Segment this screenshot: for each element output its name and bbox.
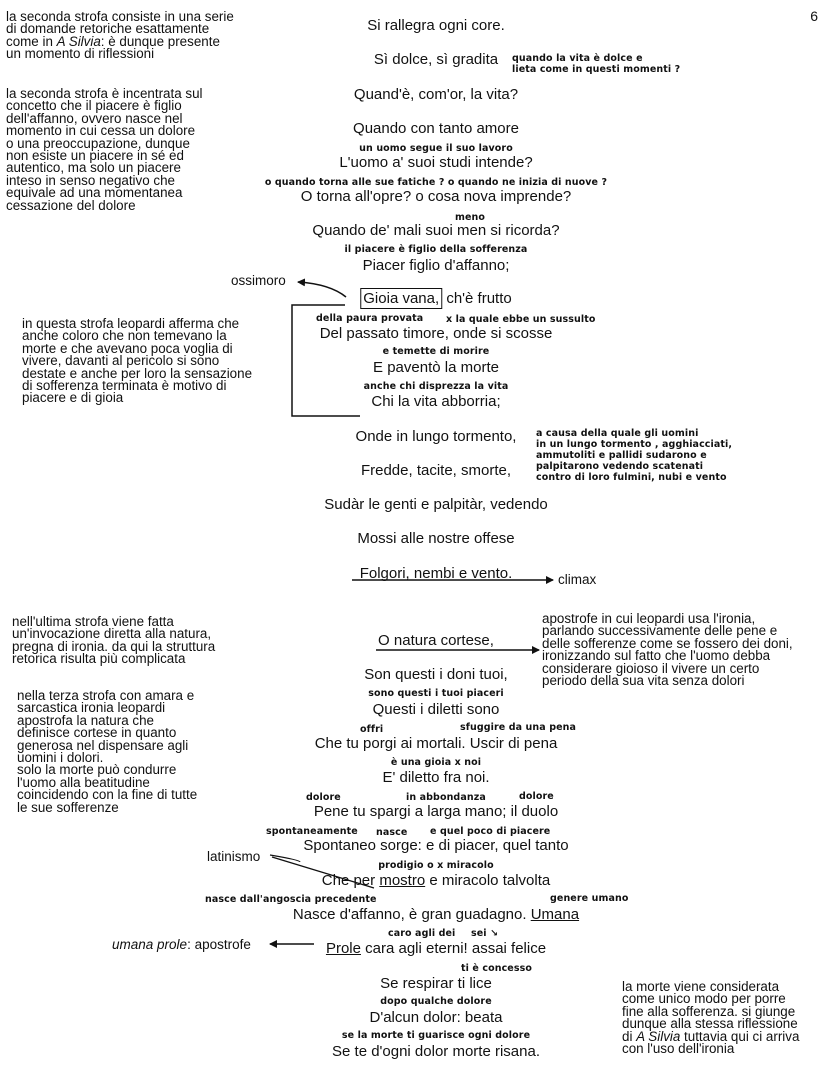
verse: Onde in lungo tormento, [355,428,517,445]
note-line: in questa strofa leopardi afferma che [22,316,240,331]
note-line: sarcastica ironia leopardi [17,700,166,716]
verse: Sudàr le genti e palpitàr, vedendo [324,496,548,513]
note-line: delle sofferenze come se fossero dei doni, [542,635,793,651]
note-line: dell'affanno, ovvero nasce nel [6,110,183,126]
note-line: la seconda strofa è incentrata sul [6,86,203,101]
handwritten-note: sfuggire da una pena [460,722,577,733]
handwritten-note: il piacere è figlio della sofferenza [344,244,528,255]
note-line: cessazione del dolore [6,197,136,213]
note-line: come in A Silvia: è dunque presente [6,33,220,49]
handwritten-note: sono questi i tuoi piaceri [368,688,504,699]
note-apostrophe-irony [542,613,793,687]
handwritten-note: è una gioia x noi [390,757,482,768]
handwritten-note: se la morte ti guarisce ogni dolore [341,1030,531,1041]
verse: Prole cara agli eterni! assai felice [325,940,547,957]
handwritten-note: e temette di morire [382,346,490,357]
note-line: nella terza strofa con amara e [17,688,195,703]
handwritten-note: dolore [519,791,554,802]
handwritten-note: quando la vita è dolce e lieta come in questi momenti ? [512,53,681,75]
note-line: periodo della sua vita senza dolori [542,673,745,689]
note-line: pregna di ironia. da qui la struttura [12,638,216,654]
verse: Folgori, nembi e vento. [359,565,513,582]
note-line: ironizzando sul fatto che l'uomo debba [542,648,771,664]
note-line: di domande retoriche esattamente [6,21,210,37]
verse: O torna all'opre? o cosa nova imprende? [300,188,572,205]
handwritten-note: caro agli dei [388,928,456,939]
verse: O natura cortese, [378,632,494,649]
handwritten-note: a causa della quale gli uomini in un lungo tormento , agghiacciati, ammutoliti e pallidi sudarono e palpitarono vedendo scatenati contro di loro fulmini, nubi e vento [536,428,733,483]
note-line: apostrofe in cui leopardi usa l'ironia, [542,611,756,626]
note-line: uomini i dolori. [17,750,104,766]
underlined-word: mostro [379,872,426,889]
underlined-word: Prole [325,940,361,957]
verse: Son questi i doni tuoi, [364,666,508,683]
note-line: solo la morte può condurre [17,762,177,778]
verse: Pene tu spargi a larga mano; il duolo [313,803,559,820]
note-death [622,981,799,1055]
note-strophe2-intro [6,11,234,61]
note-line: definisce cortese in quanto [17,725,177,741]
note-line: l'uomo alla beatitudine [17,774,150,790]
note-line: parlando successivamente delle pene e [542,623,778,639]
note-line: retorica risulta più complicata [12,651,186,667]
note-strophe2-concept [6,88,203,212]
handwritten-note: o quando torna alle sue fatiche ? o quando ne inizia di nuove ? [264,177,608,188]
note-line: piacere e di gioia [22,390,124,406]
note-line: considerare gioioso il vivere un certo [542,660,760,676]
verse: Nasce d'affanno, è gran guadagno. Umana [292,906,580,923]
handwritten-note: della paura provata [316,313,424,324]
note-line: di A Silvia tuttavia qui ci arriva [622,1028,800,1044]
verse: Chi la vita abborria; [371,393,501,410]
note-line: la morte viene considerata [622,979,780,994]
label-climax: climax [558,572,597,587]
note-line: fine alla sofferenza. si giunge [622,1003,796,1019]
note-line: con l'uso dell'ironia [622,1041,735,1057]
note-line: concetto che il piacere è figlio [6,98,182,114]
label-latinismo: latinismo [207,849,261,864]
verse: Se respirar ti lice [380,975,492,992]
note-line: dunque alla stessa riflessione [622,1016,798,1032]
note-line: destate e anche per loro la sensazione [22,365,253,381]
handwritten-note: un uomo segue il suo lavoro [359,143,513,154]
handwritten-note: genere umano [550,893,629,904]
verse: Piacer figlio d'affanno; [362,257,510,274]
verse: D'alcun dolor: beata [369,1009,503,1026]
note-line: un'invocazione diretta alla natura, [12,626,212,642]
verse: Si rallegra ogni core. [367,17,505,34]
ossimoro-arrow [298,282,346,297]
note-line: un momento di riflessioni [6,46,155,62]
handwritten-note: meno [455,212,486,223]
underlined-word: Umana [530,906,580,923]
note-line: generosa nel dispensare agli [17,737,189,753]
verse: Sì dolce, sì gradita [373,51,499,68]
note-line: coincidendo con la fine di tutte [17,787,198,803]
note-line: nell'ultima strofa viene fatta [12,614,174,629]
verse: Mossi alle nostre offese [357,530,515,547]
handwritten-note: prodigio o x miracolo [378,860,494,871]
note-line: come unico modo per porre [622,991,786,1007]
note-line: equivale ad una momentanea [6,185,183,201]
handwritten-note: sei ↘ [471,928,499,939]
verse: Se te d'ogni dolor morte risana. [332,1043,540,1060]
handwritten-note: nasce [376,827,408,838]
note-line: non esiste un piacere in sé ed [6,148,184,164]
verse: Questi i diletti sono [372,701,500,718]
handwritten-note: nasce dall'angoscia precedente [205,894,377,905]
note-line: le sue sofferenze [17,799,119,815]
handwritten-note: dopo qualche dolore [380,996,492,1007]
verse: E' diletto fra noi. [382,769,490,786]
verse: Gioia vana, ch'è frutto [360,290,511,307]
handwritten-note: e quel poco di piacere [430,826,551,837]
handwritten-note: in abbondanza [406,792,486,803]
note-line: momento in cui cessa un dolore [6,123,196,139]
note-line: la seconda strofa consiste in una serie [6,9,234,24]
page-number: 6 [810,8,818,24]
verse: Che per mostro e miracolo talvolta [321,872,551,889]
boxed-phrase: Gioia vana, [360,288,442,309]
handwritten-note: spontaneamente [266,826,358,837]
note-strophe-fear [22,318,252,405]
handwritten-note: x la quale ebbe un sussulto [446,314,596,325]
handwritten-note: ti è concesso [461,963,532,974]
verse: L'uomo a' suoi studi intende? [339,154,533,171]
label-umana-prole: umana prole: apostrofe [112,937,251,952]
note-line: inteso in senso negativo che [6,172,175,188]
verse: Quando con tanto amore [353,120,519,137]
note-line: anche coloro che non temevano la [22,328,227,344]
verse: Fredde, tacite, smorte, [360,462,512,479]
note-last-strophe [12,616,215,666]
note-line: autentico, ma solo un piacere [6,160,181,176]
verse: E paventò la morte [373,359,499,376]
handwritten-note: offri [360,724,384,735]
verse: Quand'è, com'or, la vita? [353,86,519,103]
handwritten-note: anche chi disprezza la vita [363,381,509,392]
verse: Spontaneo sorge: e di piacer, quel tanto [303,837,569,854]
latinismo-line [270,855,300,862]
note-line: morte e che avevano poca voglia di [22,340,233,356]
note-line: di sofferenza terminata è motivo di [22,378,227,394]
handwritten-note: dolore [306,792,341,803]
verse: Quando de' mali suoi men si ricorda? [312,222,560,239]
note-line: o una preoccupazione, dunque [6,135,190,151]
verse: Del passato timore, onde si scosse [319,325,553,342]
note-line: vivere, davanti al pericolo si sono [22,353,220,369]
note-third-strophe [17,690,197,814]
note-line: apostrofa la natura che [17,712,154,728]
label-ossimoro: ossimoro [231,273,286,288]
verse: Che tu porgi ai mortali. Uscir di pena [314,735,558,752]
